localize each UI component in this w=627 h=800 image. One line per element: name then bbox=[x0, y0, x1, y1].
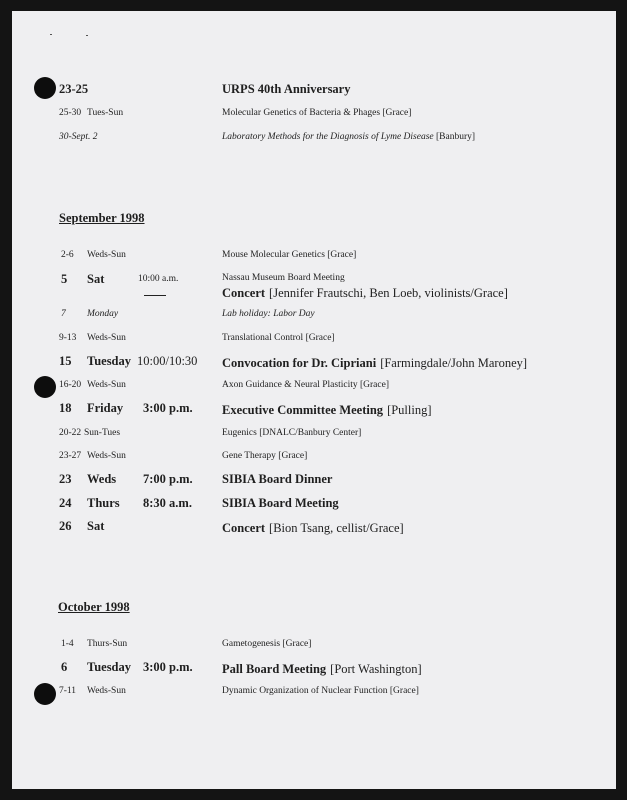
event-location: [Grace] bbox=[305, 333, 335, 343]
event-day: Weds bbox=[87, 472, 117, 486]
event-row-text bbox=[222, 380, 389, 390]
event-time: 10:00 a.m. bbox=[138, 274, 179, 284]
event-row-text bbox=[222, 108, 411, 118]
event-row-text bbox=[222, 132, 475, 142]
event-date: 20-22 bbox=[59, 428, 82, 438]
time-dash bbox=[144, 295, 166, 296]
event-date: 23-27 bbox=[59, 451, 82, 461]
event-location: [Grace] bbox=[389, 686, 419, 696]
event-time: 3:00 p.m. bbox=[143, 401, 193, 415]
event-date: 5 bbox=[61, 272, 68, 286]
event-day: Weds-Sun bbox=[87, 250, 126, 260]
event-date: 24 bbox=[59, 496, 72, 510]
event-title: Gene Therapy bbox=[222, 451, 276, 461]
event-row-text bbox=[222, 250, 356, 260]
event-day: Sat bbox=[87, 519, 105, 533]
event-date: 7-11 bbox=[59, 686, 77, 696]
event-location: [Farmingdale/John Maroney] bbox=[380, 356, 528, 370]
event-day: Tuesday bbox=[87, 660, 132, 674]
event-day: Weds-Sun bbox=[87, 380, 126, 390]
event-time: 3:00 p.m. bbox=[143, 660, 193, 674]
event-day: Sun-Tues bbox=[84, 428, 121, 438]
event-day: Sat bbox=[87, 272, 105, 286]
event-location: [Jennifer Frautschi, Ben Loeb, violinists/Grace] bbox=[269, 286, 508, 300]
event-row-text bbox=[222, 428, 361, 438]
month-heading-september: September 1998 bbox=[59, 211, 145, 225]
event-day: Monday bbox=[87, 309, 119, 319]
event-day: Friday bbox=[87, 401, 124, 415]
event-row-text bbox=[222, 284, 508, 302]
event-day: Weds-Sun bbox=[87, 451, 126, 461]
punch-hole bbox=[34, 77, 56, 99]
event-time: 10:00/10:30 bbox=[137, 354, 198, 368]
event-title: Molecular Genetics of Bacteria & Phages bbox=[222, 108, 381, 118]
event-time: 8:30 a.m. bbox=[143, 496, 192, 510]
event-time: 7:00 p.m. bbox=[143, 472, 193, 486]
event-location: [Grace] bbox=[359, 380, 389, 390]
event-title: Executive Committee Meeting bbox=[222, 403, 384, 417]
event-date: 25-30 bbox=[59, 108, 82, 118]
event-day: Weds-Sun bbox=[87, 333, 126, 343]
event-title: Axon Guidance & Neural Plasticity bbox=[222, 380, 358, 390]
punch-hole bbox=[34, 683, 56, 705]
event-day: Weds-Sun bbox=[87, 686, 126, 696]
event-title: URPS 40th Anniversary bbox=[222, 82, 351, 96]
event-location: [Grace] bbox=[382, 108, 412, 118]
event-date: 23 bbox=[59, 472, 72, 486]
event-day: Thurs bbox=[87, 496, 120, 510]
event-title: Nassau Museum Board Meeting bbox=[222, 273, 345, 283]
event-location: [DNALC/Banbury Center] bbox=[259, 428, 362, 438]
event-location: [Grace] bbox=[278, 451, 308, 461]
event-row-text bbox=[222, 660, 422, 678]
event-row-text bbox=[222, 519, 404, 537]
event-title: Concert bbox=[222, 286, 266, 300]
event-row-text bbox=[222, 451, 307, 461]
event-date: 23-25 bbox=[59, 82, 89, 96]
event-title: Gametogenesis bbox=[222, 639, 281, 649]
event-date: 7 bbox=[61, 309, 66, 319]
paper-speck bbox=[86, 35, 88, 36]
event-row-text bbox=[222, 401, 432, 419]
event-date: 2-6 bbox=[61, 250, 74, 260]
event-title: Translational Control bbox=[222, 333, 304, 343]
event-location: [Grace] bbox=[282, 639, 312, 649]
event-location: [Grace] bbox=[327, 250, 357, 260]
event-row-text bbox=[222, 354, 527, 372]
event-date: 30-Sept. 2 bbox=[59, 132, 98, 142]
event-row-text bbox=[222, 639, 311, 649]
event-date: 15 bbox=[59, 354, 72, 368]
event-date: 1-4 bbox=[61, 639, 74, 649]
event-title: Dynamic Organization of Nuclear Function bbox=[222, 686, 388, 696]
event-title: Eugenics bbox=[222, 428, 257, 438]
event-day: Tuesday bbox=[87, 354, 132, 368]
event-title: SIBIA Board Dinner bbox=[222, 472, 333, 486]
event-title: Pall Board Meeting bbox=[222, 662, 327, 676]
event-date: 26 bbox=[59, 519, 72, 533]
event-location: [Port Washington] bbox=[330, 662, 422, 676]
event-title: Mouse Molecular Genetics bbox=[222, 250, 325, 260]
event-title: Lab holiday: Labor Day bbox=[222, 309, 315, 319]
event-date: 6 bbox=[61, 660, 68, 674]
event-title: Concert bbox=[222, 521, 266, 535]
event-date: 18 bbox=[59, 401, 72, 415]
event-row-text bbox=[222, 333, 335, 343]
event-day: Thurs-Sun bbox=[87, 639, 128, 649]
event-date: 9-13 bbox=[59, 333, 77, 343]
punch-hole bbox=[34, 376, 56, 398]
month-heading-october: October 1998 bbox=[58, 600, 130, 614]
event-title: Laboratory Methods for the Diagnosis of Lyme Disease bbox=[222, 132, 434, 142]
event-date: 16-20 bbox=[59, 380, 82, 390]
event-title: SIBIA Board Meeting bbox=[222, 496, 339, 510]
event-day: Tues-Sun bbox=[87, 108, 124, 118]
event-location: [Bion Tsang, cellist/Grace] bbox=[269, 521, 404, 535]
event-row-text bbox=[222, 686, 419, 696]
event-location: [Pulling] bbox=[387, 403, 432, 417]
event-location: [Banbury] bbox=[436, 132, 476, 142]
event-title: Convocation for Dr. Cipriani bbox=[222, 356, 377, 370]
paper-speck bbox=[50, 34, 52, 35]
